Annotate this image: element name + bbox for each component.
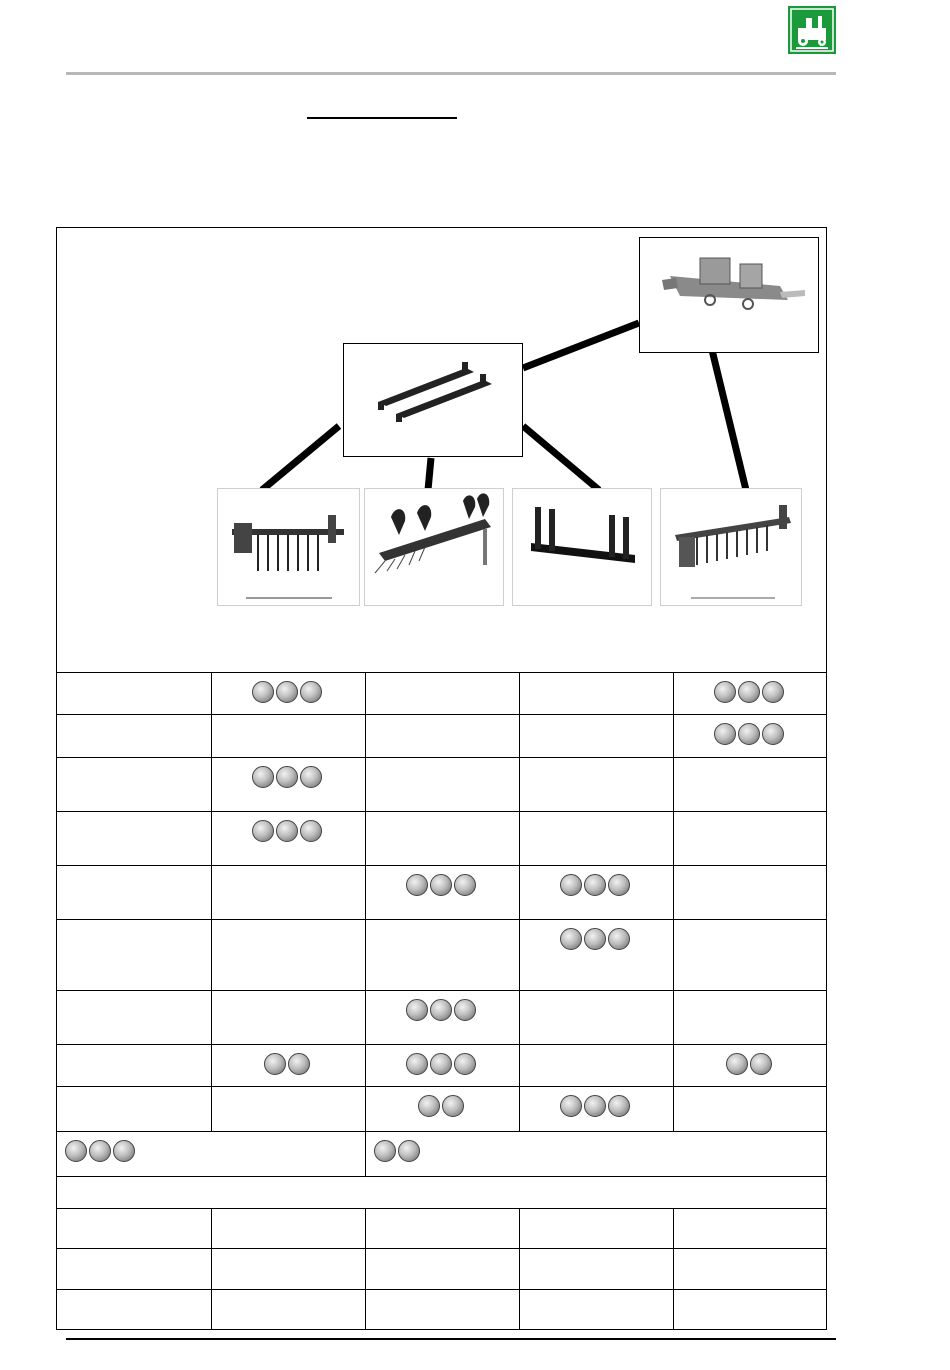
rating-dot-icon (430, 999, 452, 1021)
table-cell (57, 758, 211, 812)
rating-dot-icon (113, 1140, 135, 1162)
rating-dot-icon (608, 928, 630, 950)
rating-dot-icon (560, 1095, 582, 1117)
table-cell (519, 1087, 673, 1132)
rating-dots (406, 874, 478, 896)
spring-tine-harrow-photo (660, 488, 802, 606)
rating-dots (560, 928, 632, 950)
rating-dot-icon (252, 820, 274, 842)
rating-dot-icon (454, 999, 476, 1021)
rating-dot-icon (584, 928, 606, 950)
rating-dot-icon (418, 1095, 440, 1117)
rating-dot-icon (560, 928, 582, 950)
table-cell (211, 1249, 365, 1290)
table-cell (519, 1209, 673, 1249)
table-cell (673, 920, 826, 991)
table-row (57, 991, 826, 1045)
rating-dot-icon (608, 874, 630, 896)
table-cell (57, 1249, 211, 1290)
rating-dot-icon (89, 1140, 111, 1162)
component-diagram (57, 228, 828, 673)
table-cell (519, 1249, 673, 1290)
rating-dot-icon (276, 766, 298, 788)
table-cell (519, 812, 673, 866)
table-cell (365, 715, 519, 758)
table-cell (673, 1045, 826, 1087)
rating-dot-icon (276, 820, 298, 842)
table-cell (211, 1045, 365, 1087)
legend-cell (57, 1132, 365, 1177)
table-cell (365, 1045, 519, 1087)
rating-dots (406, 1053, 478, 1075)
table-cell (673, 1087, 826, 1132)
table-cell (673, 1290, 826, 1330)
rating-dot-icon (608, 1095, 630, 1117)
rating-dot-icon (584, 1095, 606, 1117)
rating-dot-icon (300, 820, 322, 842)
rating-dots (252, 681, 324, 703)
table-cell (519, 866, 673, 920)
table-cell (519, 715, 673, 758)
rating-dot-icon (726, 1053, 748, 1075)
table-cell (57, 1209, 211, 1249)
rating-dot-icon (430, 1053, 452, 1075)
table-cell (57, 812, 211, 866)
rear-frame-hitch-photo (639, 237, 819, 353)
rating-dot-icon (398, 1140, 420, 1162)
rating-dot-icon (762, 681, 784, 703)
table-cell (57, 673, 211, 715)
table-row (57, 673, 826, 715)
table-cell (211, 1209, 365, 1249)
table-cell (57, 715, 211, 758)
rating-dot-icon (454, 874, 476, 896)
table-cell (519, 1290, 673, 1330)
rating-dots (560, 874, 632, 896)
table-cell (211, 991, 365, 1045)
rating-dot-icon (300, 766, 322, 788)
table-row (57, 1290, 826, 1330)
table-cell (365, 758, 519, 812)
table-row (57, 1045, 826, 1087)
table-cell (673, 991, 826, 1045)
rating-dot-icon (714, 681, 736, 703)
header-rule (66, 72, 836, 75)
rating-dots (264, 1053, 312, 1075)
table-row (57, 1087, 826, 1132)
table-row (57, 1209, 826, 1249)
rating-dots (560, 1095, 632, 1117)
table-cell (365, 1290, 519, 1330)
table-cell (365, 812, 519, 866)
table-cell (519, 673, 673, 715)
rating-dots (252, 820, 324, 842)
table-cell (57, 991, 211, 1045)
rating-dot-icon (430, 874, 452, 896)
table-row (57, 920, 826, 991)
table-cell (673, 1209, 826, 1249)
table-cell (673, 673, 826, 715)
rating-dot-icon (762, 723, 784, 745)
rating-dots (252, 766, 324, 788)
table-cell (365, 920, 519, 991)
table-cell (673, 1249, 826, 1290)
table-row (57, 715, 826, 758)
legend-row (57, 1132, 826, 1177)
table-cell (673, 715, 826, 758)
rating-dot-icon (288, 1053, 310, 1075)
table-cell (211, 715, 365, 758)
disc-blade-photo (364, 488, 504, 606)
table-row (57, 1249, 826, 1290)
rating-dot-icon (560, 874, 582, 896)
table-cell (57, 1087, 211, 1132)
section-row (57, 1177, 826, 1209)
rating-dot-icon (406, 999, 428, 1021)
section-cell (57, 1177, 826, 1209)
table-row (57, 866, 826, 920)
bar-frame-photo (512, 488, 652, 606)
table-cell (365, 1249, 519, 1290)
table-row (57, 812, 826, 866)
rating-dots (418, 1095, 466, 1117)
rating-dot-icon (750, 1053, 772, 1075)
rating-dot-icon (252, 766, 274, 788)
rating-dot-icon (406, 874, 428, 896)
table-cell (211, 866, 365, 920)
table-cell (519, 1045, 673, 1087)
rating-dots (714, 681, 786, 703)
rating-dots (65, 1140, 137, 1162)
rating-dots (406, 999, 478, 1021)
table-cell (57, 1290, 211, 1330)
rating-dot-icon (738, 723, 760, 745)
table-row (57, 758, 826, 812)
table-cell (211, 920, 365, 991)
rating-dot-icon (65, 1140, 87, 1162)
rating-dot-icon (374, 1140, 396, 1162)
double-bar-frame-photo (343, 343, 523, 457)
rating-dot-icon (584, 874, 606, 896)
table-cell (365, 866, 519, 920)
table-cell (211, 1290, 365, 1330)
table-cell (673, 758, 826, 812)
table-cell (211, 812, 365, 866)
rating-dot-icon (738, 681, 760, 703)
amazone-logo-icon (788, 6, 836, 54)
compatibility-table (57, 672, 826, 1330)
rating-dot-icon (252, 681, 274, 703)
rating-dot-icon (406, 1053, 428, 1075)
rating-dots (726, 1053, 774, 1075)
rating-dot-icon (276, 681, 298, 703)
rating-dot-icon (454, 1053, 476, 1075)
rating-dot-icon (264, 1053, 286, 1075)
table-cell (365, 1209, 519, 1249)
rating-dot-icon (300, 681, 322, 703)
table-cell (519, 920, 673, 991)
rating-dot-icon (442, 1095, 464, 1117)
table-cell (519, 758, 673, 812)
table-cell (365, 673, 519, 715)
table-cell (673, 866, 826, 920)
title-underline (307, 117, 457, 119)
rating-dots (714, 723, 786, 745)
table-cell (57, 866, 211, 920)
table-cell (57, 1045, 211, 1087)
table-cell (211, 673, 365, 715)
rating-dot-icon (714, 723, 736, 745)
table-cell (365, 991, 519, 1045)
table-cell (673, 812, 826, 866)
footer-rule (66, 1338, 836, 1340)
tine-harrow-photo (217, 488, 360, 606)
rating-dots (374, 1140, 422, 1162)
compatibility-frame (56, 227, 827, 1330)
table-cell (365, 1087, 519, 1132)
table-cell (519, 991, 673, 1045)
legend-cell (365, 1132, 826, 1177)
table-cell (57, 920, 211, 991)
table-cell (211, 1087, 365, 1132)
table-cell (211, 758, 365, 812)
